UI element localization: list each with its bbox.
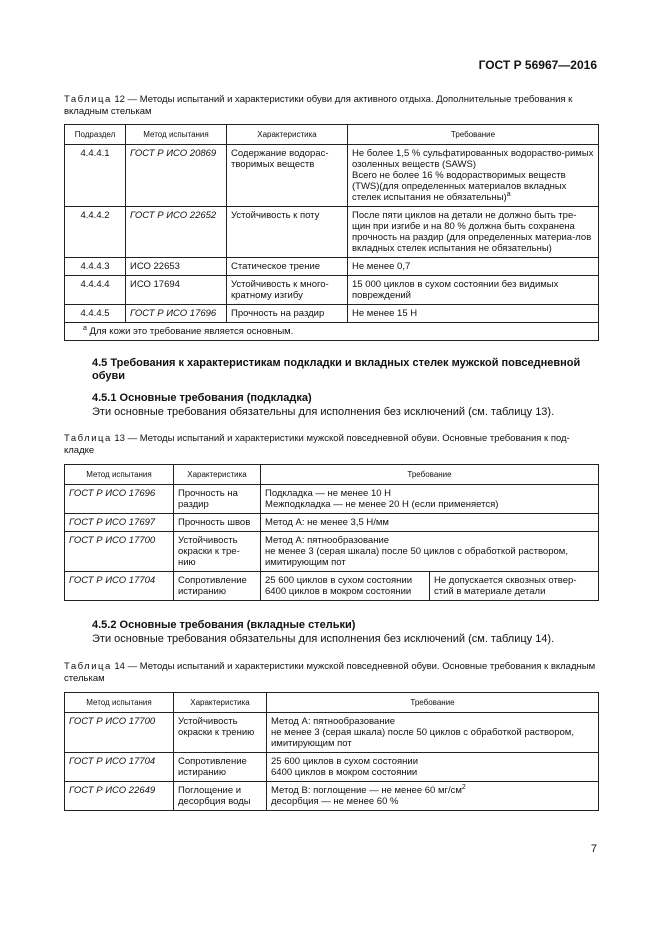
method-cell: ГОСТ Р ИСО 17696 — [65, 485, 174, 514]
requirement-line: десорбция — не менее 60 % — [271, 796, 399, 807]
method-cell: ГОСТ Р ИСО 20869 — [126, 145, 227, 207]
method-cell: ГОСТ Р ИСО 17696 — [126, 305, 227, 323]
table-caption-text: 14 — Методы испытаний и характеристики мужской повседневной обуви. Основные требования к вкладным стелькам — [64, 661, 596, 684]
subsection-cell: 4.4.4.3 — [65, 258, 126, 276]
subsection-cell: 4.4.4.2 — [65, 207, 126, 258]
column-header: Характеристика — [227, 125, 348, 145]
table-14 — [64, 692, 599, 811]
column-header: Метод испытания — [65, 465, 174, 485]
characteristic-cell: Содержание водорас-творимых веществ — [227, 145, 348, 207]
characteristic-cell: Прочность на раздир — [227, 305, 348, 323]
requirement-line: Метод А: пятнообразование — [265, 535, 390, 546]
requirement-cell — [261, 532, 599, 572]
section-4-5-1-title: 4.5.1 Основные требования (подкладка) — [92, 392, 312, 404]
requirement-cell: Метод А: не менее 3,5 Н/мм — [261, 514, 599, 532]
table-12 — [64, 124, 599, 341]
table-row — [65, 782, 599, 811]
method-cell: ГОСТ Р ИСО 17697 — [65, 514, 174, 532]
section-4-5-2-title: 4.5.2 Основные требования (вкладные стельки) — [92, 619, 356, 631]
requirement-line: Не более 1,5 % сульфатированных водораство-римых озоленных веществ (SAWS) — [352, 148, 594, 170]
requirement-line — [271, 785, 594, 796]
table-13 — [64, 464, 599, 601]
requirement-cell: Не менее 15 Н — [348, 305, 599, 323]
method-cell: ГОСТ Р ИСО 17700 — [65, 713, 174, 753]
table-footnote — [65, 323, 599, 341]
requirement-cell — [261, 572, 599, 601]
table-header-row — [65, 125, 599, 145]
requirement-text: Всего не более 16 % водорастворимых веществ (TWS)(для определенных материалов вкладных стелек испытания не обязательны) — [352, 170, 567, 203]
requirement-cell: После пяти циклов на детали не должно быть тре-щин при изгибе и на 80 % должна быть сохранена прочность на раздир (для определенных материа-лов вкладных стелек испытания не обязательны) — [348, 207, 599, 258]
section-4-5-title: 4.5 Требования к характеристикам подкладки и вкладных стелек мужской повседневной обуви — [92, 357, 581, 382]
characteristic-cell: Поглощение и десорбция воды — [174, 782, 267, 811]
characteristic-cell: Устойчивость к много-кратному изгибу — [227, 276, 348, 305]
section-4-5-1-text: Эти основные требования обязательны для исполнения без исключений (см. таблицу 13). — [92, 406, 555, 418]
characteristic-cell: Сопротивление истиранию — [174, 572, 261, 601]
table-row — [65, 145, 599, 207]
table-caption-word: Таблица — [64, 433, 112, 444]
characteristic-cell: Устойчивость к поту — [227, 207, 348, 258]
requirement-line — [352, 170, 594, 203]
page-number: 7 — [590, 843, 597, 855]
requirement-text: Метод В: поглощение — не менее 60 мг/см — [271, 785, 462, 796]
requirement-line: 25 600 циклов в сухом состоянии — [271, 756, 419, 767]
doc-code-header: ГОСТ Р 56967—2016 — [478, 58, 597, 72]
requirement-line: Межподкладка — не менее 20 Н (если применяется) — [265, 499, 499, 510]
table-header-row — [65, 465, 599, 485]
table-row — [65, 258, 599, 276]
characteristic-cell: Прочность швов — [174, 514, 261, 532]
method-cell: ГОСТ Р ИСО 22652 — [126, 207, 227, 258]
requirement-cell — [267, 782, 599, 811]
footnote-mark: а — [506, 190, 511, 198]
table-caption-word: Таблица — [64, 661, 112, 672]
method-cell: ГОСТ Р ИСО 22649 — [65, 782, 174, 811]
requirement-line: 25 600 циклов в сухом состоянии — [265, 575, 413, 586]
requirement-cell — [261, 485, 599, 514]
table-caption-text: 13 — Методы испытаний и характеристики мужской повседневной обуви. Основные требования к под-кладке — [64, 433, 570, 456]
column-header: Подраздел — [65, 125, 126, 145]
column-header: Требование — [267, 693, 599, 713]
table-row — [65, 514, 599, 532]
method-cell: ИСО 22653 — [126, 258, 227, 276]
characteristic-cell: Прочность на раздир — [174, 485, 261, 514]
method-cell: ИСО 17694 — [126, 276, 227, 305]
table-row — [65, 713, 599, 753]
requirement-cell — [267, 713, 599, 753]
column-header: Требование — [348, 125, 599, 145]
table-13-caption — [64, 433, 599, 457]
table-header-row — [65, 693, 599, 713]
requirement-part — [261, 572, 430, 600]
requirement-line: 6400 циклов в мокром состоянии — [265, 586, 412, 597]
method-cell: ГОСТ Р ИСО 17704 — [65, 753, 174, 782]
column-header: Метод испытания — [65, 693, 174, 713]
table-14-caption — [64, 661, 599, 685]
footnote-text: Для кожи это требование является основным. — [89, 326, 294, 337]
requirement-line: Подкладка — не менее 10 Н — [265, 488, 392, 499]
requirement-part: Не допускается сквозных отвер-стий в материале детали — [430, 572, 599, 600]
table-row — [65, 276, 599, 305]
table-footnote-row — [65, 323, 599, 341]
requirement-line: 6400 циклов в мокром состоянии — [271, 767, 418, 778]
requirement-cell: 15 000 циклов в сухом состоянии без видимых повреждений — [348, 276, 599, 305]
method-cell: ГОСТ Р ИСО 17704 — [65, 572, 174, 601]
characteristic-cell: Статическое трение — [227, 258, 348, 276]
table-row — [65, 485, 599, 514]
table-caption-word: Таблица — [64, 94, 112, 105]
section-4-5-2-text: Эти основные требования обязательны для исполнения без исключений (см. таблицу 14). — [92, 633, 555, 645]
characteristic-cell: Устойчивость окраски к тре-нию — [174, 532, 261, 572]
table-row — [65, 207, 599, 258]
requirement-split — [261, 572, 598, 600]
column-header: Требование — [261, 465, 599, 485]
requirement-line: Метод А: пятнообразование — [271, 716, 396, 727]
table-row — [65, 753, 599, 782]
requirement-line: не менее 3 (серая шкала) после 50 циклов с обработкой раствором, имитирующим пот — [265, 546, 568, 568]
table-row — [65, 572, 599, 601]
requirement-cell: Не менее 0,7 — [348, 258, 599, 276]
footnote-mark: а — [83, 324, 87, 332]
table-row — [65, 532, 599, 572]
method-cell: ГОСТ Р ИСО 17700 — [65, 532, 174, 572]
column-header: Характеристика — [174, 693, 267, 713]
superscript: 2 — [461, 783, 466, 791]
characteristic-cell: Сопротивление истиранию — [174, 753, 267, 782]
column-header: Характеристика — [174, 465, 261, 485]
subsection-cell: 4.4.4.1 — [65, 145, 126, 207]
column-header: Метод испытания — [126, 125, 227, 145]
characteristic-cell: Устойчивость окраски к трению — [174, 713, 267, 753]
requirement-cell — [348, 145, 599, 207]
requirement-cell — [267, 753, 599, 782]
table-12-caption — [64, 94, 599, 118]
subsection-cell: 4.4.4.5 — [65, 305, 126, 323]
subsection-cell: 4.4.4.4 — [65, 276, 126, 305]
table-caption-text: 12 — Методы испытаний и характеристики обуви для активного отдыха. Дополнительные требования к вкладным стелькам — [64, 94, 573, 117]
requirement-line: не менее 3 (серая шкала) после 50 циклов с обработкой раствором, имитирующим пот — [271, 727, 574, 749]
table-row — [65, 305, 599, 323]
